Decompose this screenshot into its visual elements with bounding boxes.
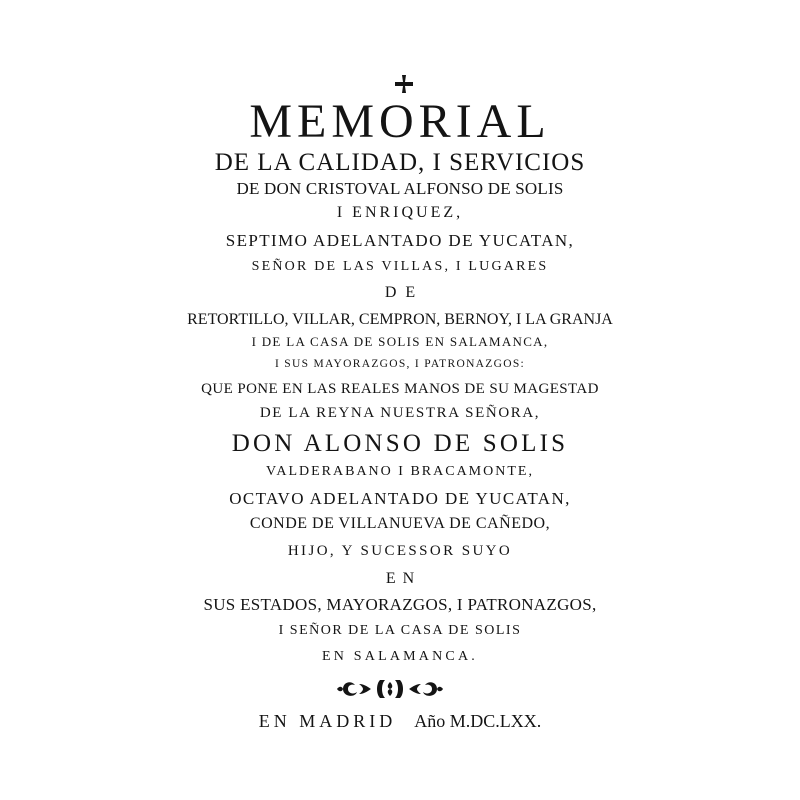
author-name: DON ALONSO DE SOLIS [231,430,569,457]
subtitle-septimo: SEPTIMO ADELANTADO DE YUCATAN, [225,231,575,250]
author-line-3: OCTAVO ADELANTADO DE YUCATAN, [229,489,571,508]
subtitle-calidad: DE LA CALIDAD, I SERVICIOS [214,149,586,176]
en-salamanca-line: EN SALAMANCA. [322,649,478,664]
senor-line: I SEÑOR DE LA CASA DE SOLIS [278,623,522,638]
subtitle-enriquez: I ENRIQUEZ, [336,204,464,221]
author-line-2: VALDERABANO I BRACAMONTE, [266,464,534,479]
cross-icon [394,74,414,94]
imprint-city: EN MADRID [258,711,397,731]
reyna-line: DE LA REYNA NUESTRA SEÑORA, [259,405,541,421]
en-line: EN [385,570,422,587]
author-line-5: HIJO, Y SUCESSOR SUYO [287,543,513,559]
casa-line: I DE LA CASA DE SOLIS EN SALAMANCA, [251,334,549,349]
pone-line: QUE PONE EN LAS REALES MANOS DE SU MAGESTAD [201,381,599,397]
author-line-4: CONDE DE VILLANUEVA DE CAÑEDO, [249,515,551,532]
imprint-line [0,712,800,730]
estados-line: SUS ESTADOS, MAYORAZGOS, I PATRONAZGOS, [203,595,597,614]
subtitle-senor: SEÑOR DE LAS VILLAS, I LUGARES [251,259,549,274]
imprint-year: Año M.DC.LXX. [414,711,542,731]
memorial-title: MEMORIAL [249,95,551,148]
subtitle-cristoval: DE DON CRISTOVAL ALFONSO DE SOLIS [236,179,564,198]
de-line: DE [384,284,425,301]
places-line: RETORTILLO, VILLAR, CEMPRON, BERNOY, I LA GRANJA [187,311,613,328]
fleuron-ornament-icon [335,676,445,702]
mayorazgos-line: I SUS MAYORAZGOS, I PATRONAZGOS: [274,358,526,370]
